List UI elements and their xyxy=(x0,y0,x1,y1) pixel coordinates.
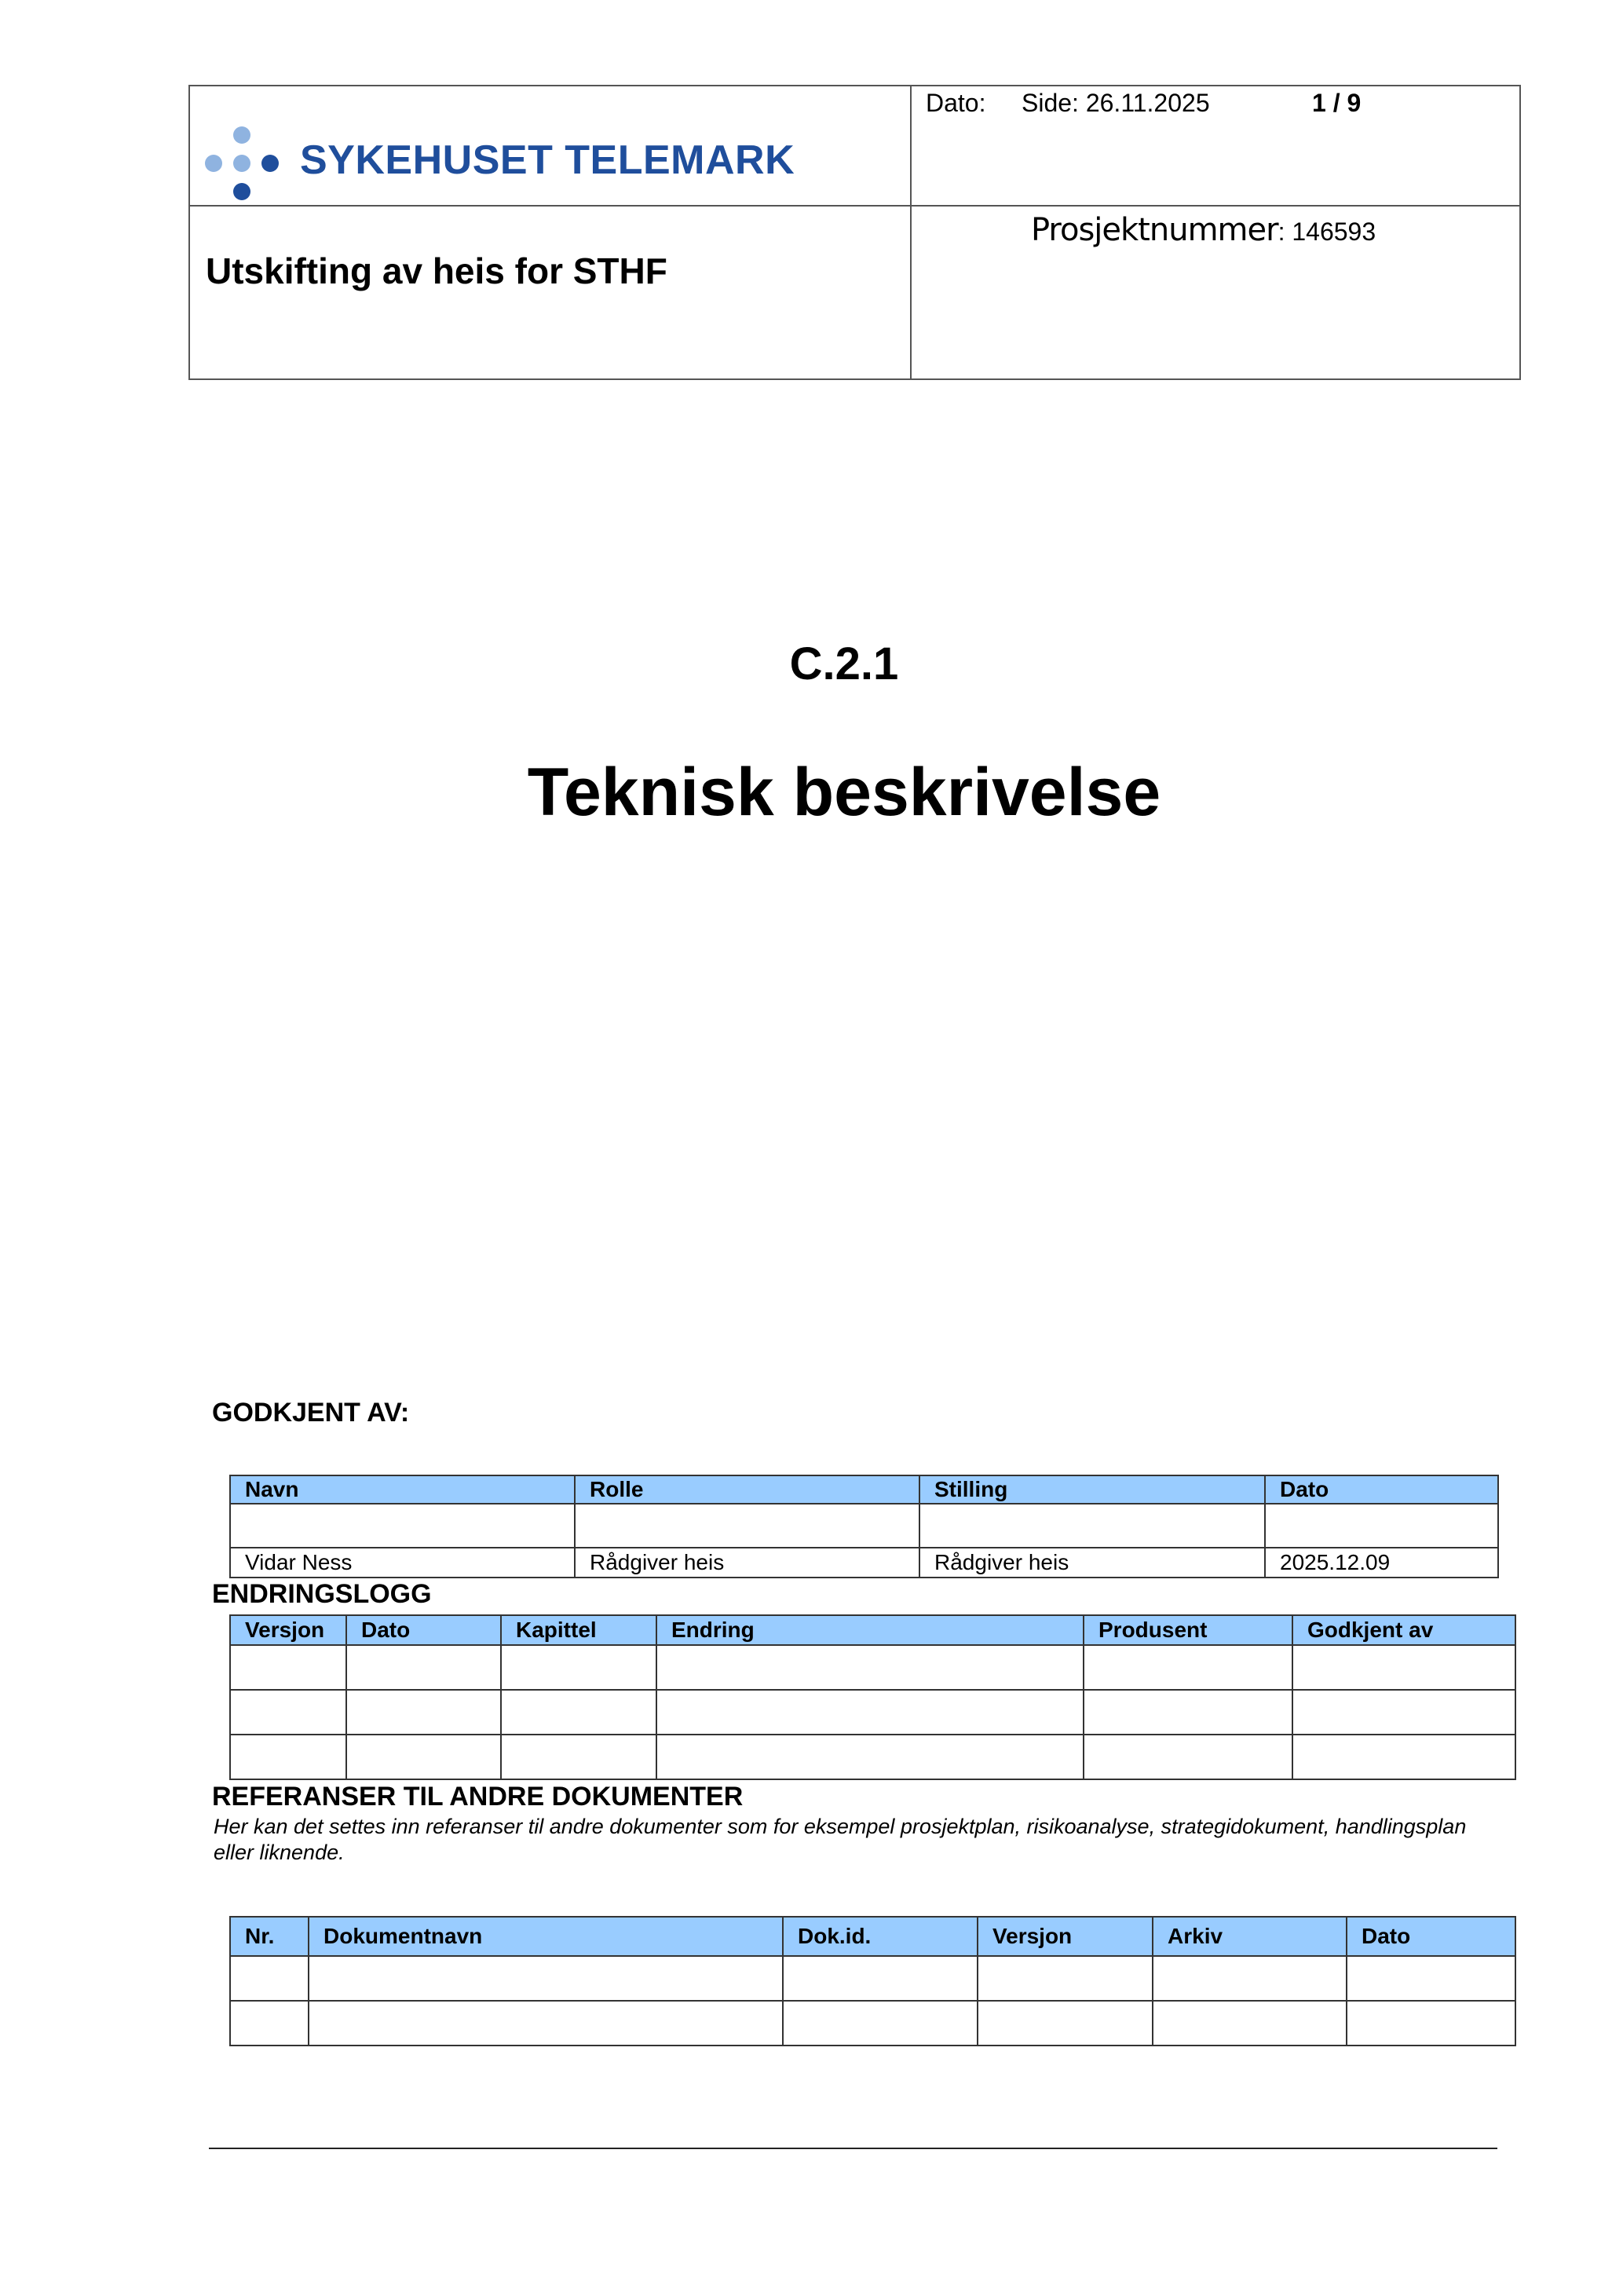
table-cell xyxy=(309,2001,783,2046)
changelog-heading: ENDRINGSLOGG xyxy=(212,1579,432,1609)
header-divider-vertical xyxy=(910,86,912,378)
date-label: Dato: xyxy=(926,89,986,117)
table-cell xyxy=(1292,1645,1515,1690)
table-cell xyxy=(1292,1690,1515,1735)
approval-row xyxy=(230,1548,1498,1578)
project-number-value: : 146593 xyxy=(1278,218,1376,246)
reference-row xyxy=(230,1956,1515,2001)
table-cell xyxy=(309,1956,783,2001)
table-cell xyxy=(656,1735,1084,1779)
project-number xyxy=(1031,212,1376,248)
table-cell xyxy=(346,1690,501,1735)
table-cell xyxy=(1084,1735,1292,1779)
changelog-row xyxy=(230,1645,1515,1690)
table-cell xyxy=(978,2001,1153,2046)
table-cell xyxy=(1265,1504,1498,1548)
table-cell xyxy=(1292,1735,1515,1779)
column-header: Dato xyxy=(1347,1917,1515,1956)
logo-dot xyxy=(205,155,222,172)
column-header: Endring xyxy=(656,1615,1084,1645)
logo-dot xyxy=(261,155,279,172)
table-cell xyxy=(501,1735,656,1779)
table-cell xyxy=(919,1504,1265,1548)
project-number-label: Prosjektnummer xyxy=(1031,212,1278,248)
approval-row xyxy=(230,1504,1498,1548)
references-description: Her kan det settes inn referanser til andre dokumenter som for eksempel prosjektplan, risikoanalyse, strategidokument, handlingsplan eller liknende. xyxy=(214,1815,1467,1864)
header-divider-horizontal xyxy=(190,205,1519,207)
column-header: Dokumentnavn xyxy=(309,1917,783,1956)
references-table xyxy=(229,1916,1516,2046)
table-cell xyxy=(978,1956,1153,2001)
table-cell xyxy=(230,1735,346,1779)
table-cell xyxy=(1153,2001,1347,2046)
column-header: Kapittel xyxy=(501,1615,656,1645)
table-cell: Rådgiver heis xyxy=(575,1548,919,1578)
side-date-value: Side: 26.11.2025 xyxy=(1022,89,1210,117)
column-header: Godkjent av xyxy=(1292,1615,1515,1645)
document-title: Teknisk beskrivelse xyxy=(527,755,1161,830)
table-cell xyxy=(346,1645,501,1690)
approval-table xyxy=(229,1475,1499,1578)
column-header: Versjon xyxy=(978,1917,1153,1956)
column-header: Stilling xyxy=(919,1475,1265,1504)
table-cell xyxy=(1084,1645,1292,1690)
table-cell xyxy=(230,2001,309,2046)
column-header: Dato xyxy=(346,1615,501,1645)
table-cell xyxy=(230,1645,346,1690)
column-header: Nr. xyxy=(230,1917,309,1956)
column-header: Rolle xyxy=(575,1475,919,1504)
logo-dot xyxy=(233,126,250,144)
table-cell xyxy=(656,1645,1084,1690)
table-cell xyxy=(575,1504,919,1548)
reference-row xyxy=(230,2001,1515,2046)
column-header: Dato xyxy=(1265,1475,1498,1504)
document-code: C.2.1 xyxy=(789,638,899,689)
changelog-row xyxy=(230,1690,1515,1735)
page-indicator: 1 / 9 xyxy=(1312,89,1362,117)
logo-wordmark: SYKEHUSET TELEMARK xyxy=(300,137,795,183)
table-cell xyxy=(1153,1956,1347,2001)
table-cell xyxy=(783,2001,978,2046)
column-header: Dok.id. xyxy=(783,1917,978,1956)
logo-dot xyxy=(233,155,250,172)
table-cell xyxy=(1347,1956,1515,2001)
table-cell xyxy=(501,1645,656,1690)
table-cell xyxy=(230,1504,575,1548)
logo-dot xyxy=(233,183,250,200)
column-header: Navn xyxy=(230,1475,575,1504)
table-cell xyxy=(501,1690,656,1735)
approval-heading: GODKJENT AV: xyxy=(212,1398,410,1428)
table-cell: Rådgiver heis xyxy=(919,1548,1265,1578)
table-cell: 2025.12.09 xyxy=(1265,1548,1498,1578)
project-title: Utskifting av heis for STHF xyxy=(206,250,667,291)
column-header: Produsent xyxy=(1084,1615,1292,1645)
table-cell xyxy=(346,1735,501,1779)
table-cell xyxy=(783,1956,978,2001)
references-heading: REFERANSER TIL ANDRE DOKUMENTER xyxy=(212,1782,744,1812)
table-cell: Vidar Ness xyxy=(230,1548,575,1578)
table-cell xyxy=(656,1690,1084,1735)
changelog-row xyxy=(230,1735,1515,1779)
table-cell xyxy=(230,1956,309,2001)
column-header: Arkiv xyxy=(1153,1917,1347,1956)
column-header: Versjon xyxy=(230,1615,346,1645)
table-cell xyxy=(230,1690,346,1735)
changelog-table xyxy=(229,1614,1516,1780)
table-cell xyxy=(1347,2001,1515,2046)
footer-rule xyxy=(209,2148,1497,2149)
table-cell xyxy=(1084,1690,1292,1735)
